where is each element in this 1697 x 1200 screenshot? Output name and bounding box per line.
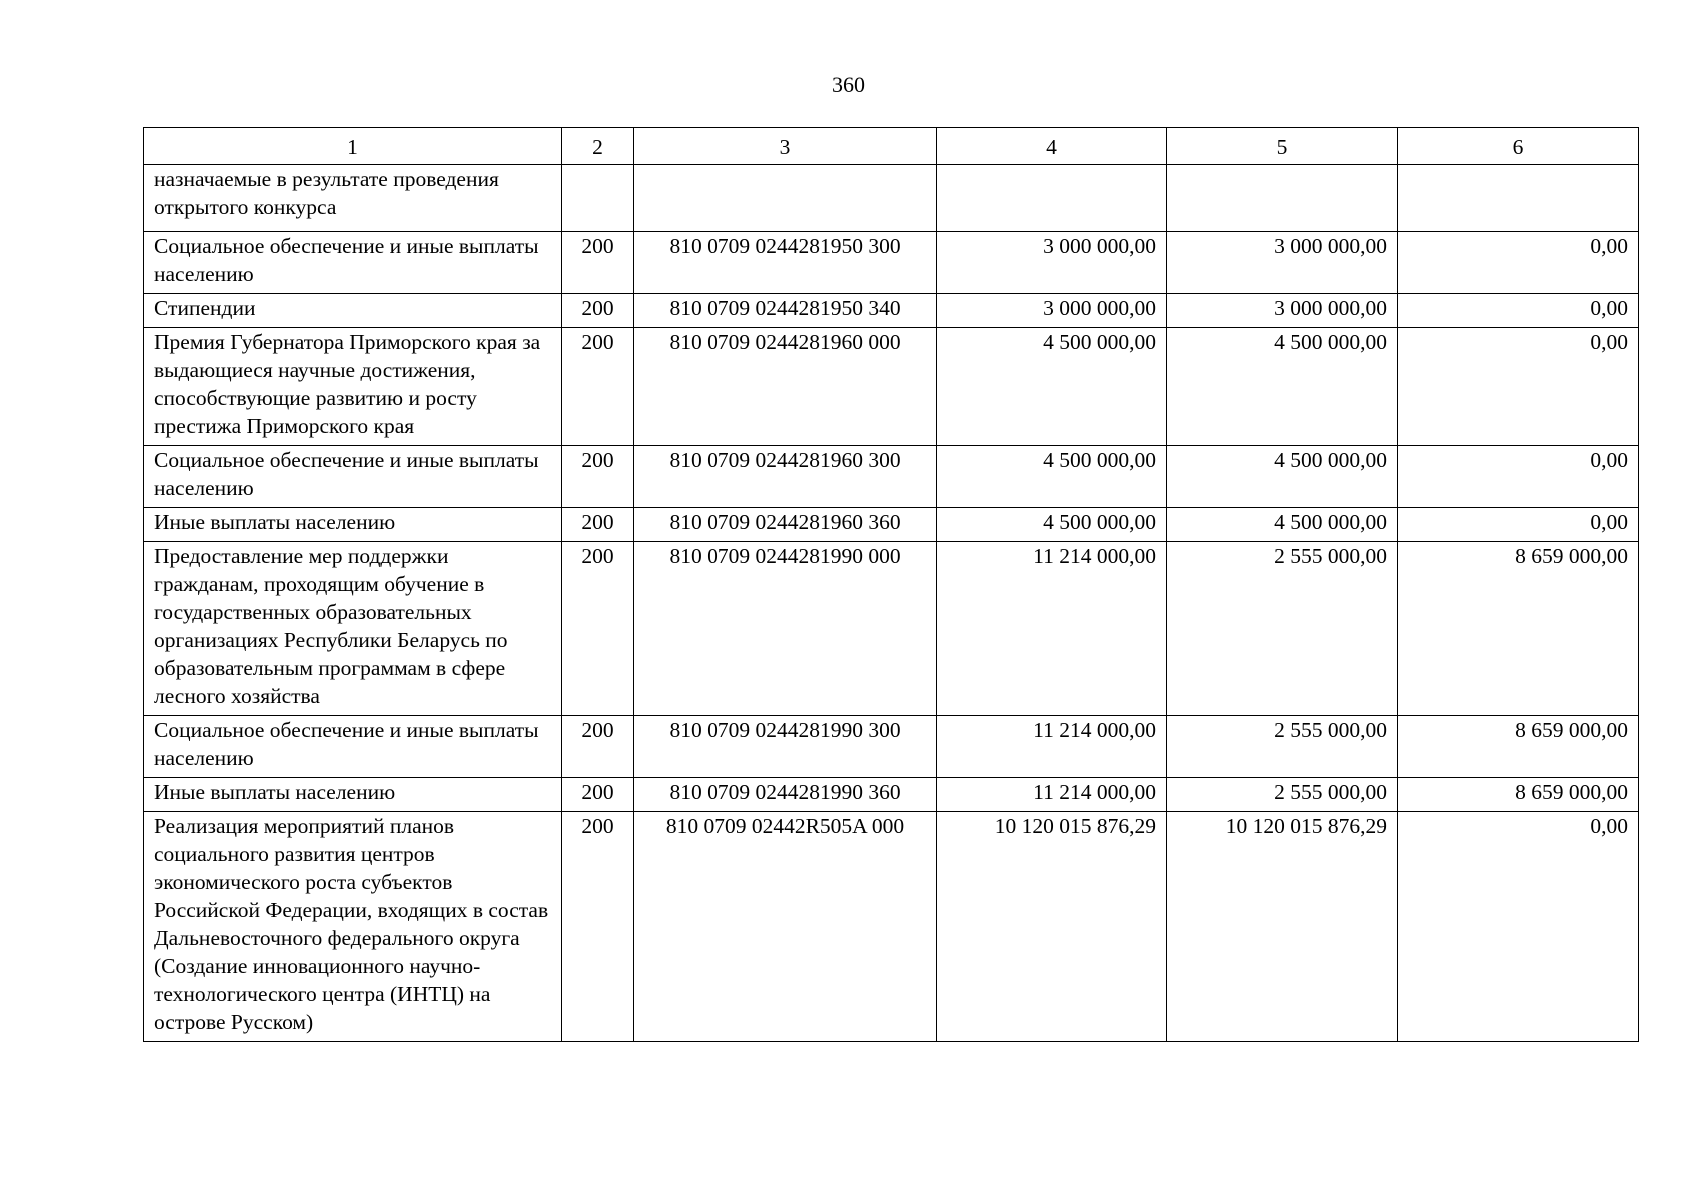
row-code: 810 0709 0244281990 300: [634, 716, 937, 778]
column-header: 5: [1167, 128, 1398, 165]
row-value-5: 2 555 000,00: [1167, 716, 1398, 778]
row-grbs: 200: [562, 508, 634, 542]
row-grbs: 200: [562, 778, 634, 812]
row-value-4: 11 214 000,00: [937, 778, 1167, 812]
budget-table: [143, 127, 1639, 1042]
row-value-5: 3 000 000,00: [1167, 294, 1398, 328]
row-code: 810 0709 0244281990 000: [634, 542, 937, 716]
page-number: 360: [832, 72, 865, 97]
row-name: Реализация мероприятий планов социального развития центров экономического роста субъектов Российской Федерации, входящих в состав Дальневосточного федерального округа (Создание инновационного научно-технологического центра (ИНТЦ) на острове Русском): [144, 812, 562, 1042]
row-value-6: 0,00: [1398, 446, 1639, 508]
row-grbs: 200: [562, 232, 634, 294]
row-name: Социальное обеспечение и иные выплаты населению: [144, 446, 562, 508]
row-code: 810 0709 0244281960 000: [634, 328, 937, 446]
row-code: 810 0709 02442R505A 000: [634, 812, 937, 1042]
row-code: [634, 165, 937, 232]
row-value-4: 11 214 000,00: [937, 716, 1167, 778]
row-value-4: 3 000 000,00: [937, 294, 1167, 328]
row-value-6: 8 659 000,00: [1398, 542, 1639, 716]
row-code: 810 0709 0244281960 360: [634, 508, 937, 542]
row-name: Социальное обеспечение и иные выплаты населению: [144, 232, 562, 294]
row-value-4: 4 500 000,00: [937, 328, 1167, 446]
table-header-row: [144, 128, 1639, 165]
row-grbs: 200: [562, 328, 634, 446]
row-value-4: 4 500 000,00: [937, 508, 1167, 542]
table-row: [144, 446, 1639, 508]
row-code: 810 0709 0244281960 300: [634, 446, 937, 508]
row-grbs: [562, 165, 634, 232]
row-grbs: 200: [562, 812, 634, 1042]
row-name: Иные выплаты населению: [144, 778, 562, 812]
row-value-5: 2 555 000,00: [1167, 778, 1398, 812]
row-name: Иные выплаты населению: [144, 508, 562, 542]
row-value-6: 0,00: [1398, 328, 1639, 446]
table-row: [144, 165, 1639, 232]
row-value-5: 4 500 000,00: [1167, 328, 1398, 446]
table-row: [144, 328, 1639, 446]
row-value-5: 10 120 015 876,29: [1167, 812, 1398, 1042]
row-name: назначаемые в результате проведения открытого конкурса: [144, 165, 562, 232]
row-value-6: [1398, 165, 1639, 232]
table-row: [144, 294, 1639, 328]
row-value-5: 3 000 000,00: [1167, 232, 1398, 294]
row-value-5: [1167, 165, 1398, 232]
row-value-4: 10 120 015 876,29: [937, 812, 1167, 1042]
column-header: 6: [1398, 128, 1639, 165]
table-row: [144, 716, 1639, 778]
row-value-6: 0,00: [1398, 508, 1639, 542]
row-value-6: 8 659 000,00: [1398, 716, 1639, 778]
row-name: Социальное обеспечение и иные выплаты населению: [144, 716, 562, 778]
row-name: Предоставление мер поддержки гражданам, проходящим обучение в государственных образовательных организациях Республики Беларусь по образовательным программам в сфере лесного хозяйства: [144, 542, 562, 716]
table-row: [144, 508, 1639, 542]
row-value-5: 2 555 000,00: [1167, 542, 1398, 716]
row-code: 810 0709 0244281950 300: [634, 232, 937, 294]
row-grbs: 200: [562, 716, 634, 778]
column-header: 1: [144, 128, 562, 165]
row-value-4: 11 214 000,00: [937, 542, 1167, 716]
row-value-6: 0,00: [1398, 232, 1639, 294]
table-row: [144, 542, 1639, 716]
column-header: 4: [937, 128, 1167, 165]
row-name: Стипендии: [144, 294, 562, 328]
row-value-5: 4 500 000,00: [1167, 446, 1398, 508]
row-value-6: 0,00: [1398, 812, 1639, 1042]
row-value-5: 4 500 000,00: [1167, 508, 1398, 542]
row-value-4: [937, 165, 1167, 232]
row-grbs: 200: [562, 294, 634, 328]
row-value-4: 4 500 000,00: [937, 446, 1167, 508]
row-value-6: 0,00: [1398, 294, 1639, 328]
row-grbs: 200: [562, 542, 634, 716]
row-value-4: 3 000 000,00: [937, 232, 1167, 294]
column-header: 3: [634, 128, 937, 165]
table-row: [144, 778, 1639, 812]
row-code: 810 0709 0244281990 360: [634, 778, 937, 812]
row-grbs: 200: [562, 446, 634, 508]
table-row: [144, 812, 1639, 1042]
row-value-6: 8 659 000,00: [1398, 778, 1639, 812]
row-code: 810 0709 0244281950 340: [634, 294, 937, 328]
row-name: Премия Губернатора Приморского края за выдающиеся научные достижения, способствующие развитию и росту престижа Приморского края: [144, 328, 562, 446]
column-header: 2: [562, 128, 634, 165]
table-row: [144, 232, 1639, 294]
